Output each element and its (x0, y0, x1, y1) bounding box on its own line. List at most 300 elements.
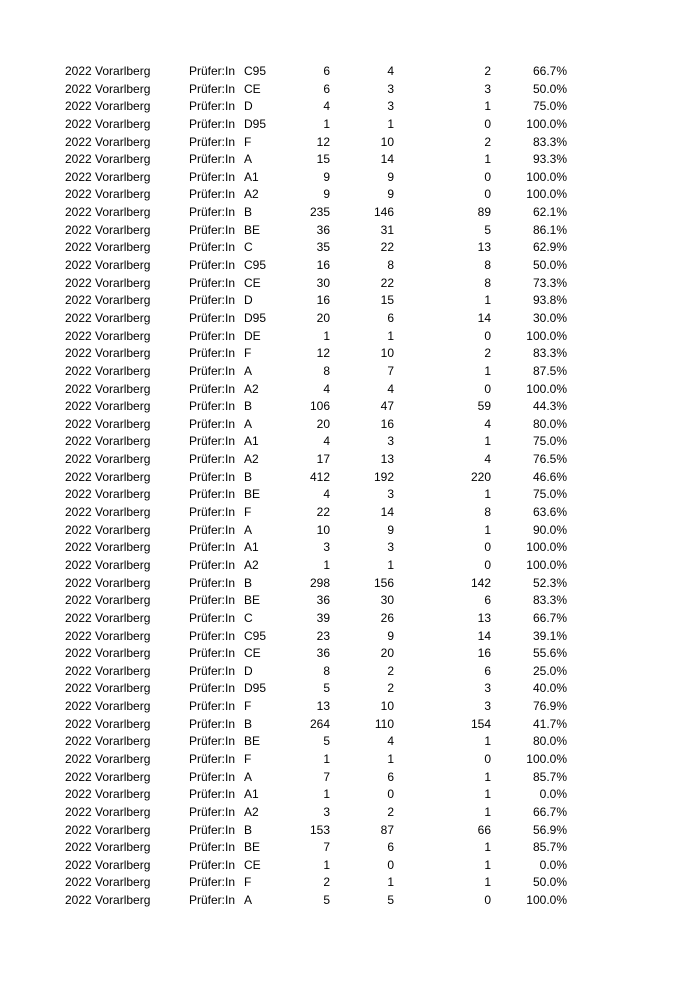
failed-count-cell: 1 (484, 857, 491, 872)
license-category-cell: B (244, 469, 253, 484)
passed-count-cell: 3 (387, 434, 394, 449)
pass-rate-cell: 73.3% (532, 275, 567, 290)
pass-rate-cell: 50.0% (532, 258, 567, 273)
pass-rate-cell: 86.1% (532, 222, 567, 237)
table-row (0, 204, 700, 222)
table-row (0, 416, 700, 434)
table-row (0, 275, 700, 293)
license-category-cell: F (244, 875, 252, 890)
failed-count-cell: 6 (484, 663, 491, 678)
role-cell: Prüfer:In (189, 787, 236, 802)
total-count-cell: 2 (323, 875, 330, 890)
passed-count-cell: 7 (387, 363, 394, 378)
failed-count-cell: 0 (484, 187, 491, 202)
role-cell: Prüfer:In (189, 222, 236, 237)
failed-count-cell: 0 (484, 751, 491, 766)
role-cell: Prüfer:In (189, 505, 236, 520)
failed-count-cell: 4 (484, 416, 491, 431)
table-row (0, 698, 700, 716)
pass-rate-cell: 100.0% (526, 381, 567, 396)
pass-rate-cell: 39.1% (532, 628, 567, 643)
year-region-cell: 2022 Vorarlberg (65, 346, 151, 361)
table-row (0, 186, 700, 204)
total-count-cell: 4 (323, 487, 330, 502)
passed-count-cell: 10 (380, 346, 394, 361)
passed-count-cell: 13 (380, 452, 394, 467)
license-category-cell: A1 (244, 540, 259, 555)
year-region-cell: 2022 Vorarlberg (65, 258, 151, 273)
license-category-cell: A (244, 893, 253, 908)
role-cell: Prüfer:In (189, 134, 236, 149)
pass-rate-cell: 83.3% (532, 346, 567, 361)
total-count-cell: 3 (323, 804, 330, 819)
license-category-cell: D95 (244, 310, 267, 325)
pass-rate-cell: 80.0% (532, 416, 567, 431)
license-category-cell: D (244, 99, 253, 114)
license-category-cell: D (244, 663, 253, 678)
year-region-cell: 2022 Vorarlberg (65, 663, 151, 678)
passed-count-cell: 0 (387, 787, 394, 802)
passed-count-cell: 22 (380, 240, 394, 255)
role-cell: Prüfer:In (189, 804, 236, 819)
role-cell: Prüfer:In (189, 822, 236, 837)
year-region-cell: 2022 Vorarlberg (65, 804, 151, 819)
failed-count-cell: 1 (484, 840, 491, 855)
pass-rate-cell: 30.0% (532, 310, 567, 325)
pass-rate-cell: 46.6% (532, 469, 567, 484)
role-cell: Prüfer:In (189, 487, 236, 502)
total-count-cell: 6 (323, 81, 330, 96)
year-region-cell: 2022 Vorarlberg (65, 593, 151, 608)
failed-count-cell: 0 (484, 381, 491, 396)
license-category-cell: C (244, 240, 253, 255)
total-count-cell: 39 (316, 610, 330, 625)
role-cell: Prüfer:In (189, 187, 236, 202)
total-count-cell: 5 (323, 681, 330, 696)
role-cell: Prüfer:In (189, 293, 236, 308)
role-cell: Prüfer:In (189, 628, 236, 643)
license-category-cell: A2 (244, 557, 259, 572)
passed-count-cell: 9 (387, 169, 394, 184)
pass-rate-cell: 44.3% (532, 399, 567, 414)
pass-rate-cell: 83.3% (532, 134, 567, 149)
license-category-cell: DE (244, 328, 261, 343)
data-table (0, 63, 700, 910)
year-region-cell: 2022 Vorarlberg (65, 840, 151, 855)
passed-count-cell: 110 (374, 716, 394, 731)
year-region-cell: 2022 Vorarlberg (65, 875, 151, 890)
passed-count-cell: 6 (387, 769, 394, 784)
year-region-cell: 2022 Vorarlberg (65, 681, 151, 696)
role-cell: Prüfer:In (189, 205, 236, 220)
role-cell: Prüfer:In (189, 557, 236, 572)
pass-rate-cell: 100.0% (526, 328, 567, 343)
failed-count-cell: 1 (484, 487, 491, 502)
role-cell: Prüfer:In (189, 275, 236, 290)
passed-count-cell: 2 (387, 663, 394, 678)
passed-count-cell: 2 (387, 804, 394, 819)
year-region-cell: 2022 Vorarlberg (65, 99, 151, 114)
total-count-cell: 23 (316, 628, 330, 643)
passed-count-cell: 1 (387, 328, 394, 343)
role-cell: Prüfer:In (189, 240, 236, 255)
pass-rate-cell: 83.3% (532, 593, 567, 608)
table-row (0, 839, 700, 857)
total-count-cell: 12 (316, 346, 330, 361)
total-count-cell: 1 (323, 751, 330, 766)
role-cell: Prüfer:In (189, 116, 236, 131)
role-cell: Prüfer:In (189, 452, 236, 467)
table-row (0, 257, 700, 275)
pass-rate-cell: 80.0% (532, 734, 567, 749)
total-count-cell: 1 (323, 116, 330, 131)
pass-rate-cell: 93.3% (532, 152, 567, 167)
passed-count-cell: 14 (380, 152, 394, 167)
failed-count-cell: 6 (484, 593, 491, 608)
passed-count-cell: 5 (387, 893, 394, 908)
failed-count-cell: 8 (484, 258, 491, 273)
table-row (0, 310, 700, 328)
failed-count-cell: 0 (484, 169, 491, 184)
total-count-cell: 36 (316, 222, 330, 237)
year-region-cell: 2022 Vorarlberg (65, 469, 151, 484)
failed-count-cell: 1 (484, 434, 491, 449)
passed-count-cell: 14 (380, 505, 394, 520)
pass-rate-cell: 100.0% (526, 187, 567, 202)
failed-count-cell: 1 (484, 522, 491, 537)
role-cell: Prüfer:In (189, 734, 236, 749)
passed-count-cell: 47 (380, 399, 394, 414)
total-count-cell: 36 (316, 646, 330, 661)
total-count-cell: 1 (323, 328, 330, 343)
failed-count-cell: 1 (484, 363, 491, 378)
failed-count-cell: 16 (477, 646, 491, 661)
total-count-cell: 17 (316, 452, 330, 467)
license-category-cell: CE (244, 275, 261, 290)
license-category-cell: F (244, 699, 252, 714)
license-category-cell: A1 (244, 787, 259, 802)
passed-count-cell: 10 (380, 699, 394, 714)
year-region-cell: 2022 Vorarlberg (65, 452, 151, 467)
total-count-cell: 106 (309, 399, 330, 414)
total-count-cell: 235 (309, 205, 330, 220)
pass-rate-cell: 66.7% (532, 804, 567, 819)
year-region-cell: 2022 Vorarlberg (65, 716, 151, 731)
license-category-cell: F (244, 505, 252, 520)
failed-count-cell: 8 (484, 275, 491, 290)
total-count-cell: 9 (323, 169, 330, 184)
passed-count-cell: 26 (380, 610, 394, 625)
failed-count-cell: 3 (484, 81, 491, 96)
year-region-cell: 2022 Vorarlberg (65, 205, 151, 220)
pass-rate-cell: 25.0% (532, 663, 567, 678)
table-row (0, 451, 700, 469)
table-row (0, 874, 700, 892)
passed-count-cell: 15 (380, 293, 394, 308)
pass-rate-cell: 75.0% (532, 434, 567, 449)
license-category-cell: C95 (244, 64, 267, 78)
role-cell: Prüfer:In (189, 258, 236, 273)
table-row (0, 557, 700, 575)
role-cell: Prüfer:In (189, 646, 236, 661)
year-region-cell: 2022 Vorarlberg (65, 769, 151, 784)
license-category-cell: D95 (244, 681, 267, 696)
pass-rate-cell: 75.0% (532, 487, 567, 502)
year-region-cell: 2022 Vorarlberg (65, 64, 151, 78)
table-row (0, 63, 700, 81)
license-category-cell: A1 (244, 434, 259, 449)
table-row (0, 504, 700, 522)
total-count-cell: 10 (316, 522, 330, 537)
total-count-cell: 12 (316, 134, 330, 149)
failed-count-cell: 0 (484, 540, 491, 555)
pass-rate-cell: 76.9% (532, 699, 567, 714)
pass-rate-cell: 100.0% (526, 893, 567, 908)
failed-count-cell: 59 (477, 399, 491, 414)
year-region-cell: 2022 Vorarlberg (65, 275, 151, 290)
year-region-cell: 2022 Vorarlberg (65, 610, 151, 625)
year-region-cell: 2022 Vorarlberg (65, 240, 151, 255)
year-region-cell: 2022 Vorarlberg (65, 575, 151, 590)
total-count-cell: 7 (323, 769, 330, 784)
table-row (0, 363, 700, 381)
table-row (0, 398, 700, 416)
year-region-cell: 2022 Vorarlberg (65, 699, 151, 714)
table-row (0, 592, 700, 610)
table-row (0, 733, 700, 751)
passed-count-cell: 3 (387, 99, 394, 114)
failed-count-cell: 1 (484, 804, 491, 819)
license-category-cell: CE (244, 81, 261, 96)
failed-count-cell: 1 (484, 734, 491, 749)
failed-count-cell: 13 (477, 610, 491, 625)
year-region-cell: 2022 Vorarlberg (65, 787, 151, 802)
table-row (0, 328, 700, 346)
pass-rate-cell: 85.7% (532, 840, 567, 855)
year-region-cell: 2022 Vorarlberg (65, 81, 151, 96)
pass-rate-cell: 0.0% (539, 857, 567, 872)
table-row (0, 610, 700, 628)
role-cell: Prüfer:In (189, 716, 236, 731)
total-count-cell: 153 (309, 822, 330, 837)
passed-count-cell: 9 (387, 522, 394, 537)
license-category-cell: C95 (244, 258, 267, 273)
passed-count-cell: 1 (387, 875, 394, 890)
failed-count-cell: 0 (484, 328, 491, 343)
pass-rate-cell: 55.6% (532, 646, 567, 661)
failed-count-cell: 2 (484, 346, 491, 361)
table-row (0, 433, 700, 451)
table-row (0, 769, 700, 787)
license-category-cell: A2 (244, 187, 259, 202)
pass-rate-cell: 93.8% (532, 293, 567, 308)
table-row (0, 645, 700, 663)
year-region-cell: 2022 Vorarlberg (65, 434, 151, 449)
year-region-cell: 2022 Vorarlberg (65, 646, 151, 661)
role-cell: Prüfer:In (189, 169, 236, 184)
passed-count-cell: 3 (387, 540, 394, 555)
table-row (0, 751, 700, 769)
total-count-cell: 20 (316, 310, 330, 325)
failed-count-cell: 3 (484, 681, 491, 696)
pass-rate-cell: 90.0% (532, 522, 567, 537)
role-cell: Prüfer:In (189, 328, 236, 343)
year-region-cell: 2022 Vorarlberg (65, 187, 151, 202)
role-cell: Prüfer:In (189, 99, 236, 114)
table-row (0, 663, 700, 681)
role-cell: Prüfer:In (189, 416, 236, 431)
year-region-cell: 2022 Vorarlberg (65, 522, 151, 537)
role-cell: Prüfer:In (189, 840, 236, 855)
total-count-cell: 15 (316, 152, 330, 167)
passed-count-cell: 3 (387, 81, 394, 96)
role-cell: Prüfer:In (189, 152, 236, 167)
year-region-cell: 2022 Vorarlberg (65, 116, 151, 131)
table-row (0, 239, 700, 257)
failed-count-cell: 2 (484, 134, 491, 149)
role-cell: Prüfer:In (189, 893, 236, 908)
total-count-cell: 22 (316, 505, 330, 520)
total-count-cell: 4 (323, 381, 330, 396)
pass-rate-cell: 76.5% (532, 452, 567, 467)
failed-count-cell: 0 (484, 557, 491, 572)
license-category-cell: A (244, 769, 253, 784)
license-category-cell: B (244, 399, 253, 414)
passed-count-cell: 3 (387, 487, 394, 502)
license-category-cell: BE (244, 593, 261, 608)
passed-count-cell: 4 (387, 64, 394, 78)
role-cell: Prüfer:In (189, 681, 236, 696)
year-region-cell: 2022 Vorarlberg (65, 152, 151, 167)
pass-rate-cell: 100.0% (526, 557, 567, 572)
total-count-cell: 8 (323, 363, 330, 378)
license-category-cell: A (244, 522, 253, 537)
table-row (0, 292, 700, 310)
passed-count-cell: 146 (373, 205, 394, 220)
pass-rate-cell: 100.0% (526, 116, 567, 131)
year-region-cell: 2022 Vorarlberg (65, 222, 151, 237)
pass-rate-cell: 56.9% (532, 822, 567, 837)
role-cell: Prüfer:In (189, 875, 236, 890)
failed-count-cell: 1 (484, 787, 491, 802)
table-row (0, 98, 700, 116)
role-cell: Prüfer:In (189, 399, 236, 414)
role-cell: Prüfer:In (189, 699, 236, 714)
passed-count-cell: 87 (380, 822, 394, 837)
year-region-cell: 2022 Vorarlberg (65, 751, 151, 766)
role-cell: Prüfer:In (189, 363, 236, 378)
failed-count-cell: 14 (477, 310, 491, 325)
pass-rate-cell: 40.0% (532, 681, 567, 696)
failed-count-cell: 220 (470, 469, 491, 484)
year-region-cell: 2022 Vorarlberg (65, 540, 151, 555)
license-category-cell: B (244, 575, 253, 590)
table-row (0, 151, 700, 169)
failed-count-cell: 1 (484, 875, 491, 890)
role-cell: Prüfer:In (189, 64, 236, 78)
passed-count-cell: 31 (380, 222, 394, 237)
table-row (0, 822, 700, 840)
role-cell: Prüfer:In (189, 857, 236, 872)
table-row (0, 716, 700, 734)
license-category-cell: B (244, 822, 253, 837)
passed-count-cell: 1 (387, 557, 394, 572)
pass-rate-cell: 62.9% (532, 240, 567, 255)
role-cell: Prüfer:In (189, 346, 236, 361)
pass-rate-cell: 50.0% (532, 81, 567, 96)
total-count-cell: 6 (323, 64, 330, 78)
failed-count-cell: 5 (484, 222, 491, 237)
table-row (0, 345, 700, 363)
license-category-cell: A2 (244, 452, 259, 467)
license-category-cell: A2 (244, 381, 259, 396)
total-count-cell: 16 (316, 258, 330, 273)
table-row (0, 857, 700, 875)
role-cell: Prüfer:In (189, 610, 236, 625)
year-region-cell: 2022 Vorarlberg (65, 328, 151, 343)
pass-rate-cell: 41.7% (532, 716, 567, 731)
pass-rate-cell: 87.5% (532, 363, 567, 378)
passed-count-cell: 192 (373, 469, 394, 484)
passed-count-cell: 1 (387, 751, 394, 766)
failed-count-cell: 2 (484, 64, 491, 78)
failed-count-cell: 142 (470, 575, 491, 590)
failed-count-cell: 1 (484, 769, 491, 784)
total-count-cell: 1 (323, 557, 330, 572)
failed-count-cell: 89 (477, 205, 491, 220)
role-cell: Prüfer:In (189, 540, 236, 555)
failed-count-cell: 13 (477, 240, 491, 255)
year-region-cell: 2022 Vorarlberg (65, 399, 151, 414)
table-row (0, 786, 700, 804)
table-row (0, 892, 700, 910)
role-cell: Prüfer:In (189, 469, 236, 484)
failed-count-cell: 1 (484, 99, 491, 114)
passed-count-cell: 10 (380, 134, 394, 149)
passed-count-cell: 6 (387, 310, 394, 325)
table-row (0, 81, 700, 99)
total-count-cell: 8 (323, 663, 330, 678)
failed-count-cell: 8 (484, 505, 491, 520)
license-category-cell: CE (244, 646, 261, 661)
year-region-cell: 2022 Vorarlberg (65, 628, 151, 643)
passed-count-cell: 0 (387, 857, 394, 872)
pass-rate-cell: 100.0% (526, 169, 567, 184)
failed-count-cell: 1 (484, 293, 491, 308)
passed-count-cell: 4 (387, 734, 394, 749)
year-region-cell: 2022 Vorarlberg (65, 893, 151, 908)
role-cell: Prüfer:In (189, 381, 236, 396)
table-row (0, 680, 700, 698)
total-count-cell: 35 (316, 240, 330, 255)
year-region-cell: 2022 Vorarlberg (65, 363, 151, 378)
year-region-cell: 2022 Vorarlberg (65, 734, 151, 749)
pass-rate-cell: 100.0% (526, 751, 567, 766)
year-region-cell: 2022 Vorarlberg (65, 293, 151, 308)
year-region-cell: 2022 Vorarlberg (65, 381, 151, 396)
license-category-cell: BE (244, 487, 261, 502)
passed-count-cell: 30 (380, 593, 394, 608)
failed-count-cell: 1 (484, 152, 491, 167)
role-cell: Prüfer:In (189, 575, 236, 590)
total-count-cell: 9 (323, 187, 330, 202)
role-cell: Prüfer:In (189, 663, 236, 678)
total-count-cell: 1 (323, 857, 330, 872)
failed-count-cell: 14 (477, 628, 491, 643)
license-category-cell: BE (244, 222, 261, 237)
year-region-cell: 2022 Vorarlberg (65, 134, 151, 149)
year-region-cell: 2022 Vorarlberg (65, 310, 151, 325)
